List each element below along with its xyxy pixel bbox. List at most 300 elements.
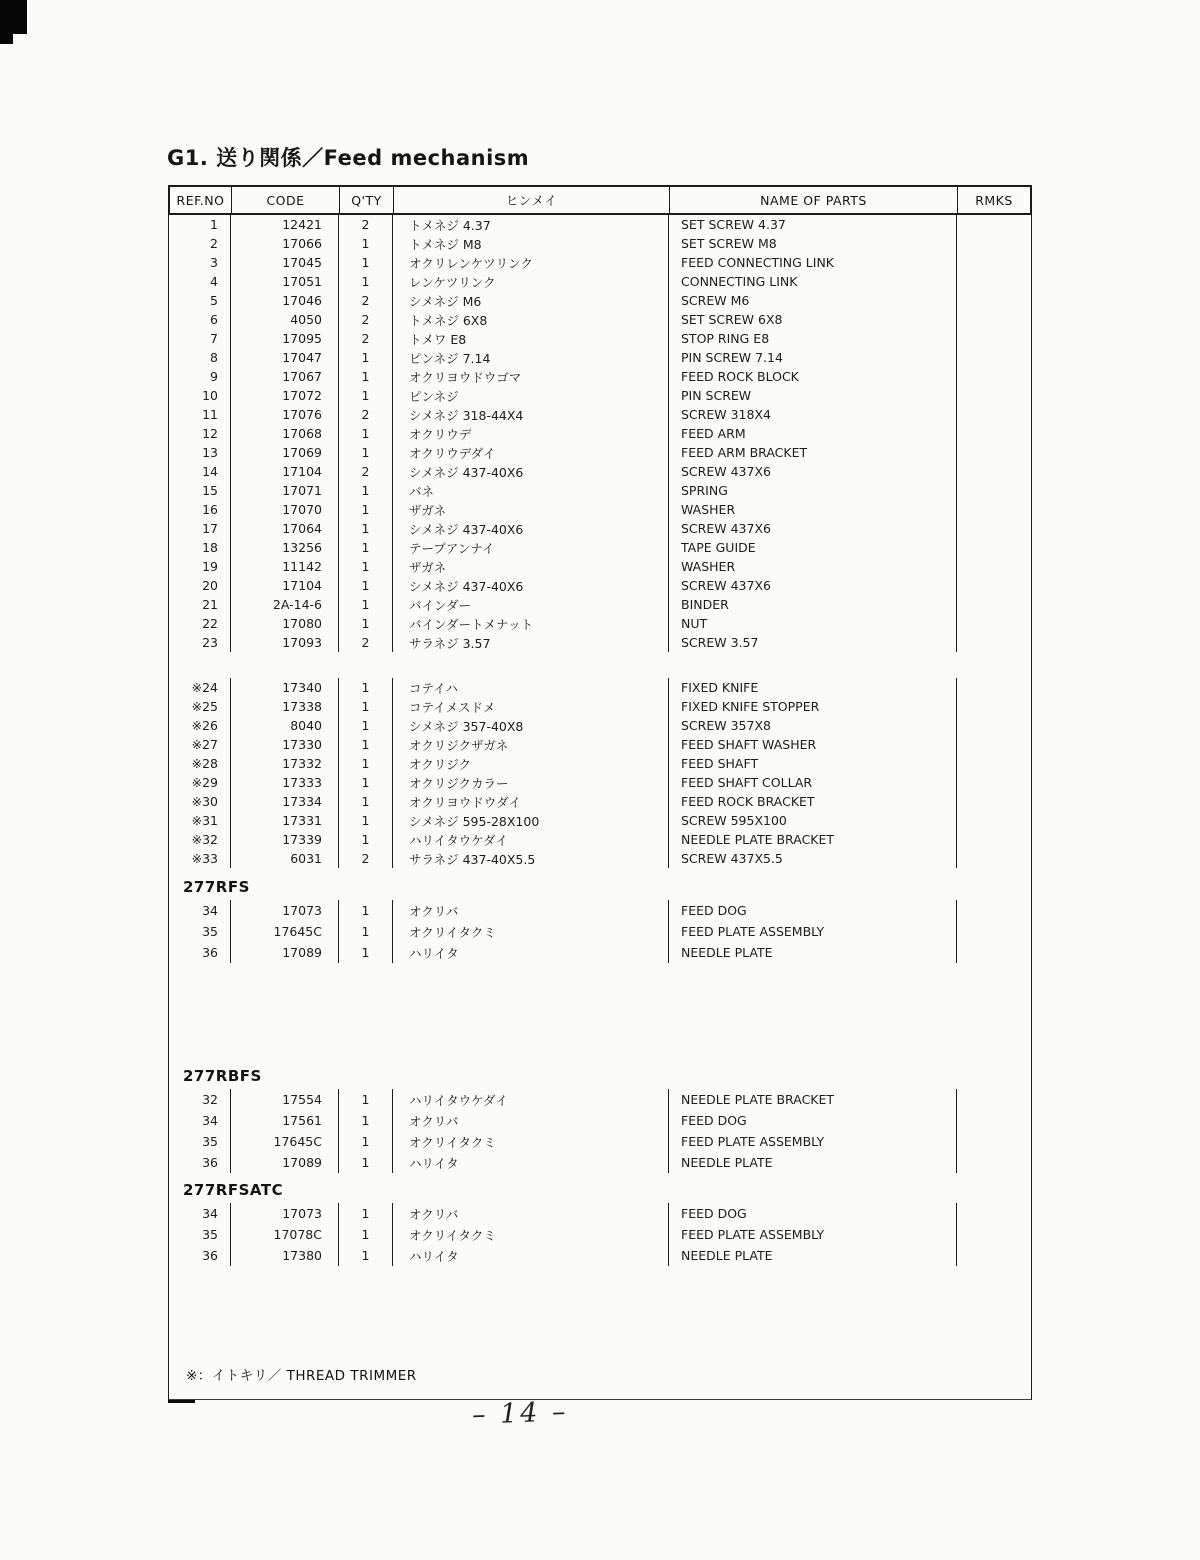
cell-qty: 1 <box>339 697 393 716</box>
cell-code: 17554 <box>231 1089 339 1110</box>
cell-code: 17070 <box>231 500 339 519</box>
table-section <box>169 874 1031 963</box>
cell-name-japanese: シメネジ 437-40X6 <box>393 519 669 538</box>
cell-code: 11142 <box>231 557 339 576</box>
table-row <box>169 462 1031 481</box>
cell-refno: 8 <box>169 348 231 367</box>
page-title: G1. 送り関係／Feed mechanism <box>167 146 530 170</box>
cell-name-of-parts: FEED PLATE ASSEMBLY <box>669 1131 957 1152</box>
cell-name-of-parts: SPRING <box>669 481 957 500</box>
cell-name-japanese: ハリイタウケダイ <box>393 830 669 849</box>
table-row <box>169 1110 1031 1131</box>
cell-code: 17095 <box>231 329 339 348</box>
parts-table <box>168 185 1032 1400</box>
cell-name-japanese: コテイハ <box>393 678 669 697</box>
cell-refno: 7 <box>169 329 231 348</box>
cell-refno: 34 <box>169 1203 231 1224</box>
cell-code: 17645C <box>231 1131 339 1152</box>
cell-refno: 2 <box>169 234 231 253</box>
cell-rmks <box>957 310 1031 329</box>
cell-rmks <box>957 921 1031 942</box>
cell-name-japanese: トメネジ 6X8 <box>393 310 669 329</box>
cell-refno: 22 <box>169 614 231 633</box>
cell-code: 17067 <box>231 367 339 386</box>
table-row <box>169 215 1031 234</box>
table-section <box>169 1177 1031 1266</box>
cell-name-of-parts: SET SCREW 6X8 <box>669 310 957 329</box>
header-code: CODE <box>232 187 340 213</box>
cell-name-japanese: レンケツリンク <box>393 272 669 291</box>
cell-name-japanese: トメネジ M8 <box>393 234 669 253</box>
cell-name-of-parts: NUT <box>669 614 957 633</box>
cell-rmks <box>957 386 1031 405</box>
cell-refno: 32 <box>169 1089 231 1110</box>
cell-code: 17046 <box>231 291 339 310</box>
cell-refno: 34 <box>169 900 231 921</box>
table-row <box>169 1203 1031 1224</box>
cell-name-of-parts: FEED DOG <box>669 1110 957 1131</box>
cell-name-of-parts: FEED CONNECTING LINK <box>669 253 957 272</box>
cell-code: 17330 <box>231 735 339 754</box>
cell-qty: 1 <box>339 386 393 405</box>
cell-code: 17645C <box>231 921 339 942</box>
cell-qty: 1 <box>339 735 393 754</box>
cell-refno: 19 <box>169 557 231 576</box>
cell-rmks <box>957 811 1031 830</box>
cell-code: 17331 <box>231 811 339 830</box>
cell-refno: 35 <box>169 1131 231 1152</box>
table-row <box>169 900 1031 921</box>
cell-rmks <box>957 595 1031 614</box>
cell-name-of-parts: BINDER <box>669 595 957 614</box>
cell-name-japanese: ハリイタ <box>393 1245 669 1266</box>
table-row <box>169 443 1031 462</box>
cell-name-of-parts: CONNECTING LINK <box>669 272 957 291</box>
handwritten-page-number: – 14 – <box>471 1396 570 1431</box>
cell-code: 2A-14-6 <box>231 595 339 614</box>
cell-refno: ※25 <box>169 697 231 716</box>
cell-qty: 1 <box>339 500 393 519</box>
table-row <box>169 614 1031 633</box>
cell-code: 17332 <box>231 754 339 773</box>
cell-qty: 1 <box>339 481 393 500</box>
cell-name-japanese: バインダートメナット <box>393 614 669 633</box>
cell-name-japanese: コテイメスドメ <box>393 697 669 716</box>
cell-name-of-parts: FEED DOG <box>669 1203 957 1224</box>
cell-name-japanese: シメネジ M6 <box>393 291 669 310</box>
cell-rmks <box>957 942 1031 963</box>
cell-rmks <box>957 367 1031 386</box>
cell-name-japanese: オクリバ <box>393 1203 669 1224</box>
cell-name-of-parts: SCREW M6 <box>669 291 957 310</box>
cell-qty: 1 <box>339 1110 393 1131</box>
cell-code: 17338 <box>231 697 339 716</box>
cell-code: 17076 <box>231 405 339 424</box>
cell-qty: 1 <box>339 1224 393 1245</box>
cell-refno: 35 <box>169 921 231 942</box>
cell-qty: 1 <box>339 519 393 538</box>
cell-name-of-parts: TAPE GUIDE <box>669 538 957 557</box>
table-row <box>169 1245 1031 1266</box>
table-row <box>169 921 1031 942</box>
cell-rmks <box>957 754 1031 773</box>
cell-qty: 1 <box>339 792 393 811</box>
table-row <box>169 735 1031 754</box>
table-row <box>169 942 1031 963</box>
cell-name-japanese: バネ <box>393 481 669 500</box>
cell-code: 17089 <box>231 942 339 963</box>
cell-refno: 4 <box>169 272 231 291</box>
table-row <box>169 557 1031 576</box>
cell-qty: 1 <box>339 443 393 462</box>
cell-qty: 1 <box>339 921 393 942</box>
cell-refno: 16 <box>169 500 231 519</box>
cell-name-japanese: ザガネ <box>393 500 669 519</box>
cell-name-japanese: シメネジ 437-40X6 <box>393 576 669 595</box>
cell-qty: 2 <box>339 291 393 310</box>
cell-code: 17334 <box>231 792 339 811</box>
table-row <box>169 697 1031 716</box>
cell-name-of-parts: NEEDLE PLATE BRACKET <box>669 1089 957 1110</box>
cell-rmks <box>957 900 1031 921</box>
cell-name-japanese: ピンネジ 7.14 <box>393 348 669 367</box>
cell-name-japanese: オクリバ <box>393 900 669 921</box>
cell-name-japanese: オクリジクカラー <box>393 773 669 792</box>
cell-qty: 1 <box>339 557 393 576</box>
cell-name-of-parts: STOP RING E8 <box>669 329 957 348</box>
cell-rmks <box>957 678 1031 697</box>
cell-rmks <box>957 538 1031 557</box>
cell-refno: ※24 <box>169 678 231 697</box>
table-row <box>169 754 1031 773</box>
table-row <box>169 500 1031 519</box>
cell-qty: 1 <box>339 716 393 735</box>
cell-rmks <box>957 348 1031 367</box>
cell-name-of-parts: NEEDLE PLATE <box>669 942 957 963</box>
cell-code: 17073 <box>231 1203 339 1224</box>
cell-rmks <box>957 234 1031 253</box>
cell-code: 17047 <box>231 348 339 367</box>
cell-name-japanese: ハリイタ <box>393 942 669 963</box>
cell-name-japanese: バインダー <box>393 595 669 614</box>
cell-refno: ※29 <box>169 773 231 792</box>
cell-name-japanese: オクリイタクミ <box>393 921 669 942</box>
cell-qty: 1 <box>339 942 393 963</box>
cell-qty: 2 <box>339 215 393 234</box>
cell-refno: ※33 <box>169 849 231 868</box>
cell-refno: 13 <box>169 443 231 462</box>
cell-rmks <box>957 614 1031 633</box>
cell-rmks <box>957 272 1031 291</box>
cell-rmks <box>957 1152 1031 1173</box>
cell-name-of-parts: NEEDLE PLATE BRACKET <box>669 830 957 849</box>
cell-code: 17045 <box>231 253 339 272</box>
cell-code: 17093 <box>231 633 339 652</box>
scan-artifact-top-left <box>0 0 27 34</box>
section-label: 277RBFS <box>183 1067 262 1085</box>
cell-rmks <box>957 462 1031 481</box>
header-refno: REF.NO <box>170 187 232 213</box>
cell-name-japanese: シメネジ 357-40X8 <box>393 716 669 735</box>
cell-refno: ※30 <box>169 792 231 811</box>
cell-rmks <box>957 1110 1031 1131</box>
cell-name-japanese: ピンネジ <box>393 386 669 405</box>
cell-name-of-parts: SCREW 437X6 <box>669 462 957 481</box>
table-row <box>169 633 1031 652</box>
cell-name-japanese: オクリバ <box>393 1110 669 1131</box>
cell-name-of-parts: SCREW 437X6 <box>669 576 957 595</box>
cell-name-of-parts: SCREW 437X5.5 <box>669 849 957 868</box>
cell-refno: ※28 <box>169 754 231 773</box>
table-row <box>169 538 1031 557</box>
table-row <box>169 716 1031 735</box>
cell-refno: 36 <box>169 1152 231 1173</box>
cell-refno: 36 <box>169 942 231 963</box>
table-row <box>169 253 1031 272</box>
cell-name-of-parts: NEEDLE PLATE <box>669 1152 957 1173</box>
table-row <box>169 424 1031 443</box>
cell-refno: 9 <box>169 367 231 386</box>
cell-code: 17333 <box>231 773 339 792</box>
table-row <box>169 386 1031 405</box>
table-body <box>168 215 1032 1400</box>
header-qty: Q'TY <box>340 187 394 213</box>
cell-qty: 1 <box>339 614 393 633</box>
table-row <box>169 519 1031 538</box>
cell-name-japanese: ザガネ <box>393 557 669 576</box>
table-row <box>169 1089 1031 1110</box>
cell-refno: 36 <box>169 1245 231 1266</box>
cell-name-of-parts: FIXED KNIFE <box>669 678 957 697</box>
cell-code: 6031 <box>231 849 339 868</box>
cell-code: 17089 <box>231 1152 339 1173</box>
cell-rmks <box>957 481 1031 500</box>
cell-qty: 1 <box>339 348 393 367</box>
cell-qty: 1 <box>339 253 393 272</box>
cell-name-japanese: トメワ E8 <box>393 329 669 348</box>
cell-qty: 1 <box>339 754 393 773</box>
cell-qty: 1 <box>339 234 393 253</box>
cell-name-of-parts: WASHER <box>669 557 957 576</box>
header-rmks: RMKS <box>975 192 1013 208</box>
cell-name-japanese: テープアンナイ <box>393 538 669 557</box>
cell-name-japanese: オクリウデダイ <box>393 443 669 462</box>
cell-qty: 1 <box>339 424 393 443</box>
cell-rmks <box>957 1131 1031 1152</box>
cell-qty: 1 <box>339 576 393 595</box>
cell-refno: 34 <box>169 1110 231 1131</box>
cell-qty: 1 <box>339 272 393 291</box>
cell-rmks <box>957 424 1031 443</box>
cell-qty: 1 <box>339 1152 393 1173</box>
cell-rmks <box>957 773 1031 792</box>
cell-qty: 1 <box>339 538 393 557</box>
section-label: 277RFSATC <box>183 1181 284 1199</box>
cell-qty: 2 <box>339 633 393 652</box>
cell-rmks <box>957 633 1031 652</box>
cell-code: 17104 <box>231 462 339 481</box>
cell-rmks <box>957 1245 1031 1266</box>
table-row <box>169 329 1031 348</box>
table-section <box>169 1063 1031 1173</box>
section-label: 277RFS <box>183 878 250 896</box>
cell-refno: ※31 <box>169 811 231 830</box>
cell-qty: 2 <box>339 329 393 348</box>
cell-name-of-parts: PIN SCREW 7.14 <box>669 348 957 367</box>
cell-qty: 2 <box>339 849 393 868</box>
table-row <box>169 1152 1031 1173</box>
cell-refno: ※27 <box>169 735 231 754</box>
cell-rmks <box>957 519 1031 538</box>
cell-qty: 1 <box>339 1245 393 1266</box>
cell-rmks <box>957 215 1031 234</box>
cell-code: 17072 <box>231 386 339 405</box>
cell-rmks <box>957 500 1031 519</box>
cell-name-of-parts: FEED SHAFT <box>669 754 957 773</box>
cell-qty: 1 <box>339 830 393 849</box>
table-row <box>169 849 1031 868</box>
cell-refno: 1 <box>169 215 231 234</box>
table-row <box>169 348 1031 367</box>
cell-name-japanese: オクリジクザガネ <box>393 735 669 754</box>
cell-code: 17340 <box>231 678 339 697</box>
cell-refno: ※26 <box>169 716 231 735</box>
cell-code: 12421 <box>231 215 339 234</box>
cell-name-of-parts: FEED SHAFT WASHER <box>669 735 957 754</box>
cell-refno: 3 <box>169 253 231 272</box>
cell-name-of-parts: FEED PLATE ASSEMBLY <box>669 921 957 942</box>
cell-rmks <box>957 735 1031 754</box>
thread-trimmer-footnote: ※：イトキリ／ THREAD TRIMMER <box>186 1368 417 1384</box>
cell-code: 17080 <box>231 614 339 633</box>
cell-name-japanese: オクリレンケツリンク <box>393 253 669 272</box>
cell-name-of-parts: SCREW 3.57 <box>669 633 957 652</box>
table-row <box>169 291 1031 310</box>
cell-code: 13256 <box>231 538 339 557</box>
cell-name-japanese: オクリウデ <box>393 424 669 443</box>
cell-name-japanese: オクリヨウドウダイ <box>393 792 669 811</box>
cell-rmks <box>957 443 1031 462</box>
cell-name-japanese: オクリジク <box>393 754 669 773</box>
cell-code: 17064 <box>231 519 339 538</box>
cell-name-japanese: ハリイタ <box>393 1152 669 1173</box>
cell-name-japanese: シメネジ 318-44X4 <box>393 405 669 424</box>
cell-refno: 20 <box>169 576 231 595</box>
cell-rmks <box>957 830 1031 849</box>
cell-rmks <box>957 329 1031 348</box>
section-gap <box>169 963 1031 1063</box>
cell-refno: 15 <box>169 481 231 500</box>
cell-rmks <box>957 253 1031 272</box>
table-row <box>169 367 1031 386</box>
table-row <box>169 830 1031 849</box>
cell-name-japanese: ハリイタウケダイ <box>393 1089 669 1110</box>
cell-name-japanese: サラネジ 3.57 <box>393 633 669 652</box>
header-name-of-parts: NAME OF PARTS <box>670 187 958 213</box>
cell-name-of-parts: SCREW 437X6 <box>669 519 957 538</box>
table-row <box>169 310 1031 329</box>
cell-qty: 1 <box>339 900 393 921</box>
cell-name-of-parts: SCREW 318X4 <box>669 405 957 424</box>
cell-code: 4050 <box>231 310 339 329</box>
cell-name-of-parts: NEEDLE PLATE <box>669 1245 957 1266</box>
cell-name-of-parts: SET SCREW 4.37 <box>669 215 957 234</box>
cell-name-japanese: オクリイタクミ <box>393 1131 669 1152</box>
cell-qty: 1 <box>339 1203 393 1224</box>
cell-name-japanese: サラネジ 437-40X5.5 <box>393 849 669 868</box>
cell-name-japanese: シメネジ 437-40X6 <box>393 462 669 481</box>
cell-refno: 6 <box>169 310 231 329</box>
cell-refno: 14 <box>169 462 231 481</box>
cell-code: 17078C <box>231 1224 339 1245</box>
table-row <box>169 481 1031 500</box>
cell-qty: 2 <box>339 310 393 329</box>
cell-name-of-parts: SET SCREW M8 <box>669 234 957 253</box>
cell-qty: 1 <box>339 1089 393 1110</box>
table-row <box>169 576 1031 595</box>
cell-name-of-parts: FEED ROCK BLOCK <box>669 367 957 386</box>
cell-code: 17051 <box>231 272 339 291</box>
table-row <box>169 405 1031 424</box>
table-row <box>169 272 1031 291</box>
cell-refno: ※32 <box>169 830 231 849</box>
cell-qty: 2 <box>339 405 393 424</box>
cell-code: 17561 <box>231 1110 339 1131</box>
cell-code: 17339 <box>231 830 339 849</box>
table-row <box>169 678 1031 697</box>
cell-code: 17104 <box>231 576 339 595</box>
cell-rmks <box>957 792 1031 811</box>
table-section <box>169 678 1031 868</box>
cell-refno: 18 <box>169 538 231 557</box>
cell-code: 17380 <box>231 1245 339 1266</box>
table-section <box>169 215 1031 652</box>
cell-rmks <box>957 1089 1031 1110</box>
cell-name-of-parts: FEED SHAFT COLLAR <box>669 773 957 792</box>
cell-refno: 12 <box>169 424 231 443</box>
cell-refno: 21 <box>169 595 231 614</box>
cell-rmks <box>957 1224 1031 1245</box>
cell-code: 8040 <box>231 716 339 735</box>
cell-refno: 35 <box>169 1224 231 1245</box>
cell-qty: 1 <box>339 773 393 792</box>
table-row <box>169 1224 1031 1245</box>
table-row <box>169 595 1031 614</box>
cell-qty: 1 <box>339 811 393 830</box>
cell-name-of-parts: SCREW 357X8 <box>669 716 957 735</box>
cell-refno: 10 <box>169 386 231 405</box>
scan-artifact-top-left <box>0 34 13 44</box>
cell-name-japanese: オクリイタクミ <box>393 1224 669 1245</box>
cell-name-japanese: オクリヨウドウゴマ <box>393 367 669 386</box>
cell-name-japanese: シメネジ 595-28X100 <box>393 811 669 830</box>
cell-qty: 1 <box>339 678 393 697</box>
cell-qty: 1 <box>339 367 393 386</box>
cell-rmks <box>957 557 1031 576</box>
cell-name-of-parts: PIN SCREW <box>669 386 957 405</box>
cell-rmks <box>957 576 1031 595</box>
cell-name-of-parts: FIXED KNIFE STOPPER <box>669 697 957 716</box>
cell-rmks <box>957 697 1031 716</box>
cell-code: 17071 <box>231 481 339 500</box>
cell-code: 17069 <box>231 443 339 462</box>
cell-refno: 23 <box>169 633 231 652</box>
cell-name-japanese: トメネジ 4.37 <box>393 215 669 234</box>
cell-name-of-parts: FEED DOG <box>669 900 957 921</box>
cell-code: 17066 <box>231 234 339 253</box>
cell-name-of-parts: FEED ROCK BRACKET <box>669 792 957 811</box>
table-row <box>169 811 1031 830</box>
